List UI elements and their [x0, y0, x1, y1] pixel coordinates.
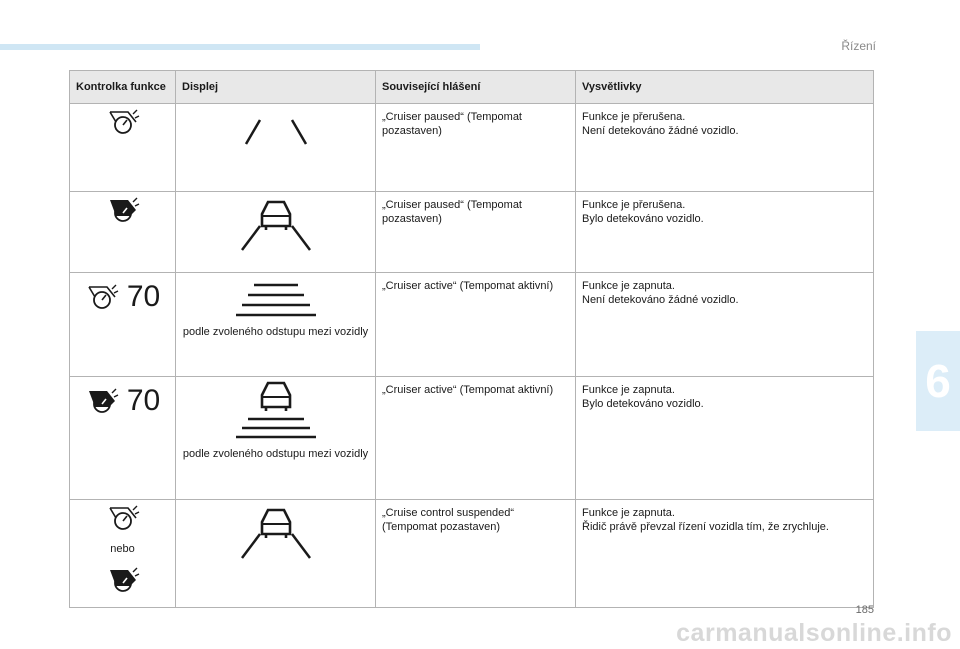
- header-accent-bar: [0, 44, 480, 50]
- gauge-outline-icon: [106, 108, 140, 136]
- explanation-line: Není detekováno žádné vozidlo.: [582, 125, 739, 137]
- indicator-cell: [70, 192, 176, 273]
- message-cell: „Cruiser active“ (Tempomat aktivní): [376, 273, 576, 377]
- message-cell: „Cruiser paused“ (Tempomat pozastaven): [376, 192, 576, 273]
- explanation-line: Funkce je přerušena.: [582, 111, 686, 123]
- explanation-line: Funkce je zapnuta.: [582, 507, 675, 519]
- table-row: [70, 192, 874, 273]
- indicator-cell: [70, 377, 176, 500]
- gauge-filled-icon: [106, 566, 140, 594]
- gauge-outline-icon: [106, 504, 140, 532]
- column-header: Displej: [176, 71, 376, 104]
- indicator-cell: [70, 104, 176, 192]
- set-speed: 70: [126, 384, 161, 417]
- distance-caption: podle zvoleného odstupu mezi vozidly: [182, 448, 369, 460]
- message-cell: „Cruise control suspended“ (Tempomat pozastaven): [376, 500, 576, 608]
- table-row: [70, 104, 874, 192]
- section-title: Řízení: [841, 39, 876, 53]
- distance-bars-icon: [216, 277, 336, 321]
- indicator-table: [69, 70, 874, 608]
- car-lane-icon: [216, 504, 336, 560]
- column-header: Vysvětlivky: [576, 71, 874, 104]
- set-speed: 70: [126, 280, 161, 313]
- explanation-line: Funkce je zapnuta.: [582, 384, 675, 396]
- display-cell: [176, 273, 376, 377]
- explanation-cell: [576, 377, 874, 500]
- chapter-tab: [916, 331, 960, 431]
- explanation-cell: [576, 192, 874, 273]
- watermark: carmanualsonline.info: [676, 619, 952, 647]
- gauge-filled-icon: [106, 196, 140, 224]
- display-cell: [176, 104, 376, 192]
- car-lane-icon: [216, 196, 336, 252]
- car-distance-bars-icon: [216, 381, 336, 443]
- table-row: [70, 500, 874, 608]
- explanation-line: Řidič právě převzal řízení vozidla tím, že zrychluje.: [582, 521, 829, 533]
- chapter-number: 6: [925, 355, 951, 407]
- page-number: 185: [855, 604, 874, 616]
- distance-caption: podle zvoleného odstupu mezi vozidly: [182, 326, 369, 338]
- explanation-cell: [576, 104, 874, 192]
- lane-lines-icon: [216, 108, 336, 148]
- display-cell: [176, 192, 376, 273]
- message-cell: „Cruiser active“ (Tempomat aktivní): [376, 377, 576, 500]
- gauge-filled-icon: [85, 387, 119, 415]
- column-header: Související hlášení: [376, 71, 576, 104]
- explanation-line: Funkce je zapnuta.: [582, 280, 675, 292]
- display-cell: [176, 500, 376, 608]
- display-cell: [176, 377, 376, 500]
- indicator-cell: [70, 273, 176, 377]
- explanation-line: Bylo detekováno vozidlo.: [582, 213, 704, 225]
- column-header: Kontrolka funkce: [70, 71, 176, 104]
- or-label: nebo: [110, 543, 135, 555]
- gauge-outline-icon: [85, 283, 119, 311]
- explanation-cell: [576, 273, 874, 377]
- explanation-line: Bylo detekováno vozidlo.: [582, 398, 704, 410]
- table-header-row: [70, 71, 874, 104]
- table-row: [70, 377, 874, 500]
- explanation-line: Není detekováno žádné vozidlo.: [582, 294, 739, 306]
- explanation-line: Funkce je přerušena.: [582, 199, 686, 211]
- table-row: [70, 273, 874, 377]
- indicator-cell: [70, 500, 176, 608]
- message-cell: „Cruiser paused“ (Tempomat pozastaven): [376, 104, 576, 192]
- explanation-cell: [576, 500, 874, 608]
